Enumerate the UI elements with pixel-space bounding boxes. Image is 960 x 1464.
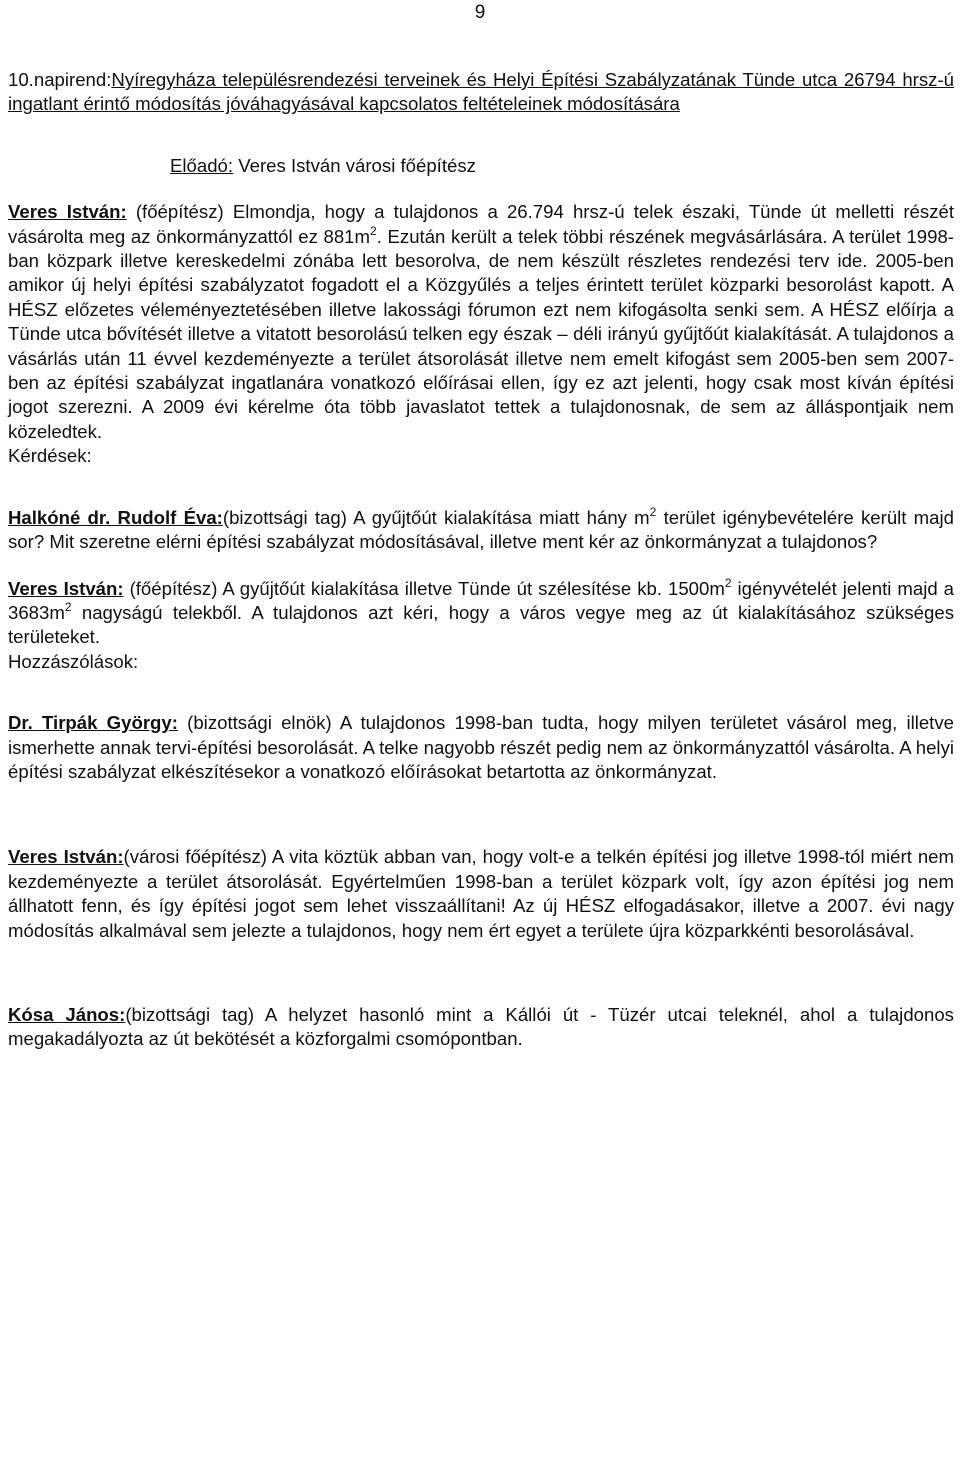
- paragraph-text: (főépítész) Elmondja, hogy a tulajdonos a 26.794 hrsz-ú telek északi, Tünde út melletti részét vásárolta meg az önkormányzattól ez 881m: [8, 201, 954, 247]
- presenter-name: Veres István városi főépítész: [233, 154, 476, 176]
- presenter-label: Előadó:: [170, 154, 234, 176]
- superscript: 2: [370, 223, 377, 238]
- paragraph-text: (városi főépítész) A vita köztük abban van, hogy volt-e a telkén építési jog illetve 1998-tól miért nem kezdeményezte a terület átsorolását. Egyértelműen 1998-ban a terület közpark volt, így azon építési jog nem állhatott fenn, és így építési jogot sem lehet visszaállítani! Az új HÉSZ elfogadásakor, illetve a 2007. évi nagy módosítás alkalmával sem jelezte a tulajdonos, hogy nem ért egyet a területe újra közparkkénti besorolásával.: [8, 846, 954, 941]
- paragraph-veres-1: [8, 200, 954, 444]
- superscript: 2: [724, 575, 732, 590]
- paragraph-veres-2: [8, 577, 954, 650]
- paragraph-text: terület igénybevételére került majd sor? Mit szeretne elérni építési szabályzat módosításával, illetve ment kér az önkormányzat a tulajdonos?: [8, 506, 954, 553]
- paragraph-kosa: [8, 1003, 954, 1052]
- paragraph-text: igényvételét jelenti majd a 3683m: [8, 577, 955, 623]
- speaker-name: Kósa János:: [8, 1003, 126, 1025]
- superscript: 2: [64, 599, 72, 614]
- paragraph-text: (bizottsági tag) A gyűjtőút kialakítása miatt hány m: [222, 506, 650, 528]
- agenda-title: Nyíregyháza településrendezési terveinek és Helyi Építési Szabályzatának Tünde utca 26794 hrsz-ú ingatlant érintő módosítás jóváhagyásával kapcsolatos feltételeinek módosítására: [8, 69, 954, 115]
- questions-heading: Kérdések:: [8, 445, 92, 467]
- paragraph-text: (bizottsági tag) A helyzet hasonló mint a Kállói út - Tüzér utcai teleknél, ahol a tulajdonos megakadályozta az út bekötését a közforgalmi csomópontban.: [8, 1003, 954, 1050]
- presenter-line: [170, 154, 954, 178]
- speaker-name: Halkóné dr. Rudolf Éva:: [8, 506, 223, 528]
- agenda-item-heading: [8, 68, 954, 117]
- comments-heading: Hozzászólások:: [8, 650, 139, 672]
- superscript: 2: [649, 504, 657, 519]
- paragraph-text: nagyságú telekből. A tulajdonos azt kéri, hogy a város vegye meg az út kialakításához szükséges területeket.: [8, 601, 954, 648]
- speaker-name: Dr. Tirpák György:: [8, 712, 178, 734]
- paragraph-text: . Ezután került a telek többi részének megvásárlására. A terület 1998-ban közpark illetve kereskedelmi zónába lett besorolva, de nem készült részletes rendezési terv ide. 2005-ben amikor új helyi építési szabályzatot fogadott el a Közgyűlés a teljes érintett terület közparki besorolást kapott. A HÉSZ előzetes véleményeztetésében illetve lakossági fórumon ezt nem kifogásolta senki sem. A HÉSZ előírja a Tünde utca bővítését illetve a vitatott besorolású telken egy észak – déli irányú gyűjtőút kialakítását. A tulajdonos a vásárlás után 11 évvel kezdeményezte a terület átsorolását illetve nem emelt kifogást sem 2005-ben sem 2007-ben az építési szabályzat ingatlanára vonatkozó előírásai ellen, így ez azt jelenti, hogy csak most kíván építési jogot szerezni. A 2009 évi kérelme óta több javaslatot tettek a tulajdonosnak, de sem az álláspontjaik nem közeledtek.: [8, 225, 955, 442]
- document-body: [8, 68, 954, 1052]
- paragraph-halkone: [8, 506, 954, 555]
- speaker-name: Veres István:: [8, 201, 127, 223]
- speaker-name: Veres István:: [8, 577, 124, 599]
- agenda-prefix: 10.napirend:: [8, 69, 112, 90]
- paragraph-text: (főépítész) A gyűjtőút kialakítása illetve Tünde út szélesítése kb. 1500m: [123, 577, 725, 599]
- paragraph-tirpak: [8, 711, 954, 784]
- paragraph-text: (bizottsági elnök) A tulajdonos 1998-ban tudta, hogy milyen területet vásárol meg, illetve ismerhette annak tervi-építési besorolását. A telke nagyobb részét pedig nem az önkormányzattól vásárolta. A helyi építési szabályzat elkészítésekor a vonatkozó előírásokat betartotta az önkormányzat.: [8, 712, 954, 782]
- page-number: 9: [474, 2, 486, 23]
- speaker-name: Veres István:: [8, 846, 124, 868]
- paragraph-veres-3: [8, 845, 954, 943]
